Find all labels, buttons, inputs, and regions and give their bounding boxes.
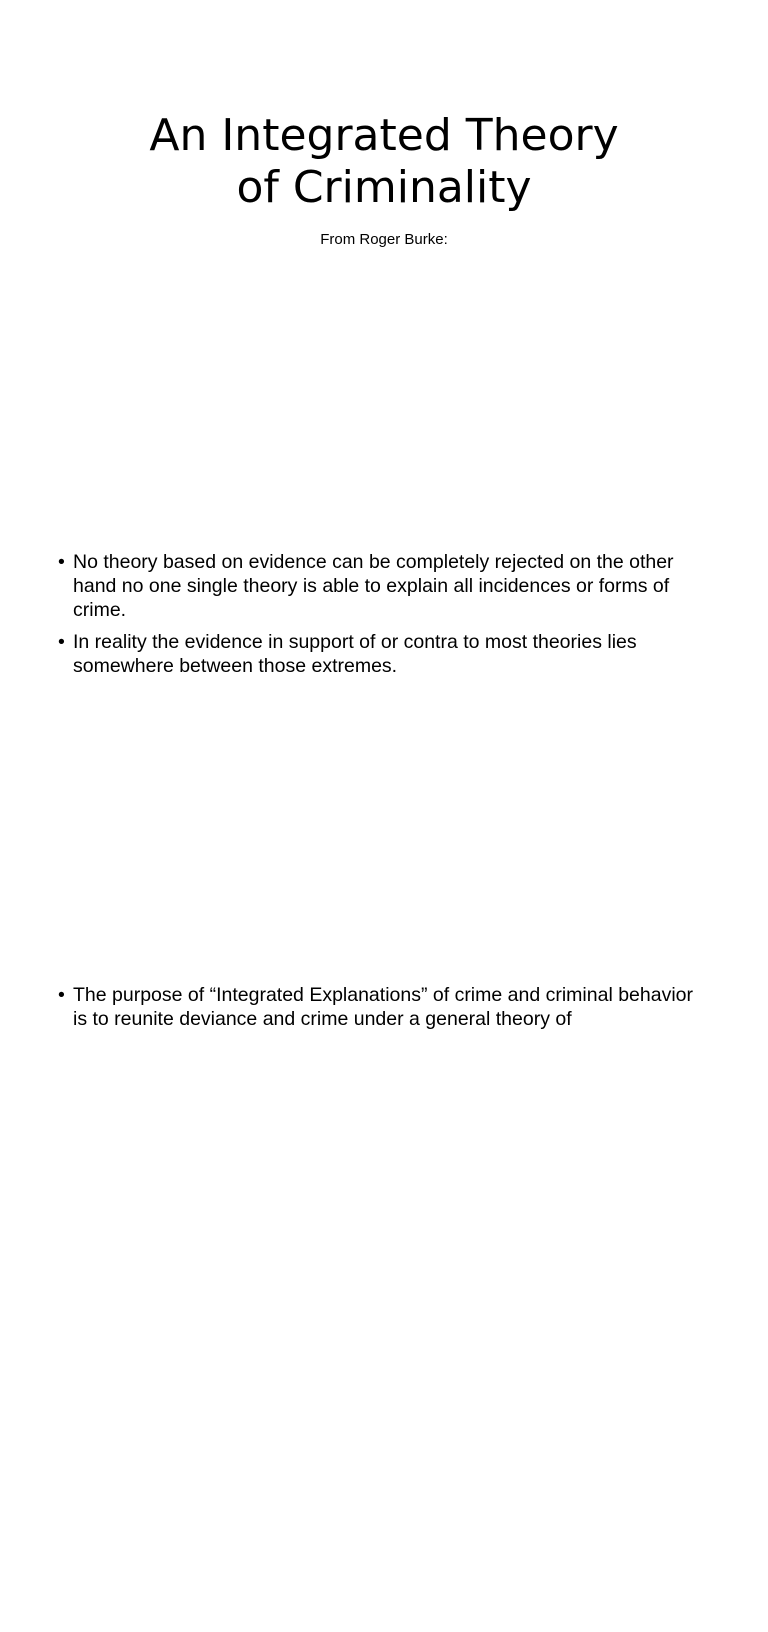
bullet-item: • The purpose of “Integrated Explanations” of crime and criminal behavior is to reunite deviance and crime under a general theory of (58, 983, 698, 1031)
bullet-item: • In reality the evidence in support of or contra to most theories lies somewhere between those extremes. (58, 630, 698, 678)
title-line-1: An Integrated Theory (149, 110, 619, 161)
bullet-item: • No theory based on evidence can be completely rejected on the other hand no one single theory is able to explain all incidences or forms of crime. (58, 550, 698, 622)
bullet-list (58, 550, 698, 686)
content-slide-2 (0, 864, 768, 1632)
bullet-list (58, 983, 698, 1039)
title-line-2: of Criminality (236, 162, 532, 213)
slide-subtitle: From Roger Burke: (320, 231, 448, 248)
slide-title (0, 110, 768, 214)
